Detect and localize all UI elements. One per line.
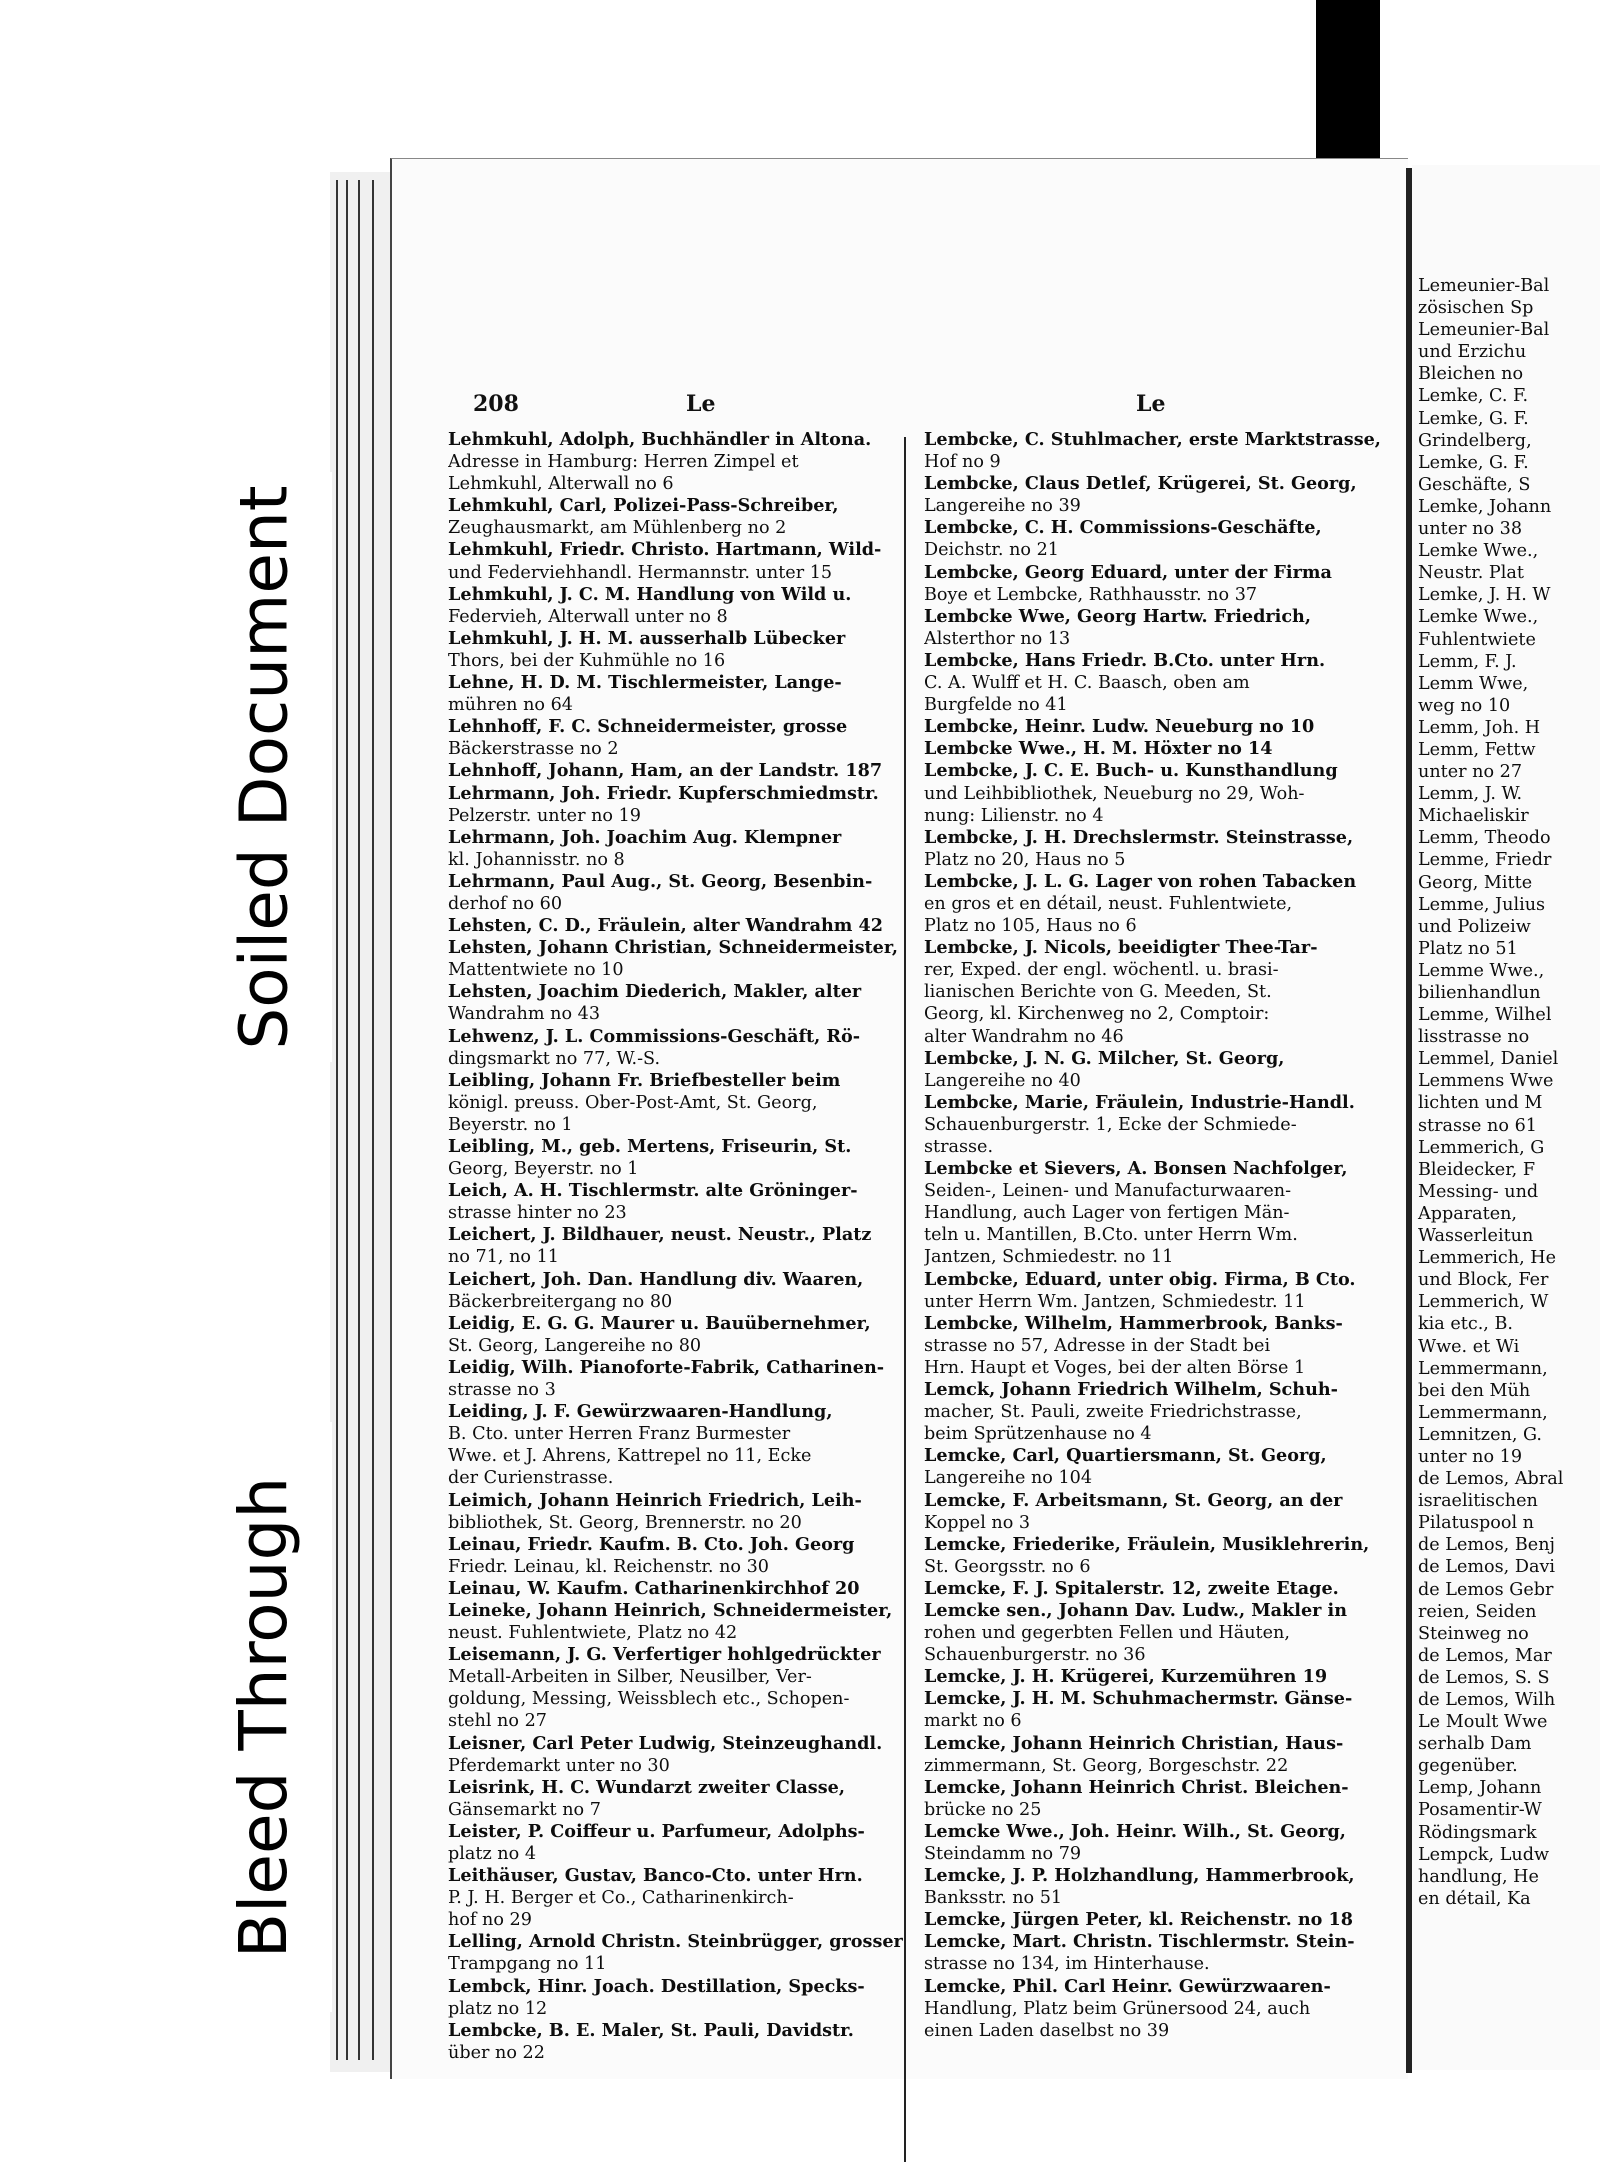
- spine-line: [336, 180, 338, 2060]
- directory-entry-line: Lemm, Theodo: [1418, 828, 1551, 849]
- directory-entry-line: kia etc., B.: [1418, 1314, 1514, 1335]
- directory-entry-line: Lemmerich, W: [1418, 1292, 1549, 1313]
- directory-entry-line: Lehsten, Joachim Diederich, Makler, alter: [448, 981, 862, 1003]
- directory-entry-line: Pelzerstr. unter no 19: [448, 805, 641, 826]
- directory-entry-line: Michaeliskir: [1418, 806, 1529, 827]
- directory-entry-line: teln u. Mantillen, B.Cto. unter Herrn Wm.: [924, 1225, 1298, 1246]
- directory-entry-line: Steindamm no 79: [924, 1844, 1082, 1864]
- directory-entry-line: Hof no 9: [924, 452, 1001, 473]
- directory-entry-line: Lemke, J. H. W: [1418, 585, 1551, 606]
- directory-entry-line: Lehwenz, J. L. Commissions-Geschäft, Rö-: [448, 1025, 861, 1047]
- directory-entry-line: Lemmermann,: [1418, 1358, 1548, 1379]
- directory-entry-line: reien, Seiden: [1418, 1601, 1537, 1622]
- directory-entry-line: Lemcke, Jürgen Peter, kl. Reichenstr. no 18: [924, 1909, 1354, 1931]
- directory-entry-line: St. Georgsstr. no 6: [924, 1556, 1091, 1577]
- directory-entry-line: Lemm, F. J.: [1418, 651, 1517, 672]
- directory-entry-line: platz no 4: [448, 1844, 537, 1864]
- directory-entry-line: Lemme, Wilhel: [1418, 1005, 1552, 1026]
- directory-entry-line: Lemmerich, G: [1418, 1137, 1545, 1158]
- directory-entry-line: Leisrink, H. C. Wundarzt zweiter Classe,: [448, 1776, 845, 1798]
- facing-page-column: [1418, 275, 1563, 1910]
- directory-entry-line: Leinau, Friedr. Kaufm. B. Cto. Joh. Georg: [448, 1533, 855, 1555]
- directory-entry-line: Leisemann, J. G. Verfertiger hohlgedrückter: [448, 1644, 881, 1666]
- directory-entry-line: Alsterthor no 13: [924, 628, 1071, 649]
- directory-entry-line: Schauenburgerstr. no 36: [924, 1645, 1146, 1666]
- directory-entry-line: Wwe. et Wi: [1418, 1336, 1520, 1357]
- directory-entry-line: Bäckerbreitergang no 80: [448, 1291, 673, 1312]
- directory-entry-line: Leidig, Wilh. Pianoforte-Fabrik, Catharinen-: [448, 1356, 885, 1378]
- directory-entry-line: Lembck, Hinr. Joach. Destillation, Specks-: [448, 1975, 865, 1997]
- directory-entry-line: Lembcke, J. C. E. Buch- u. Kunsthandlung: [924, 760, 1338, 782]
- directory-entry-line: Leidig, E. G. G. Maurer u. Bauübernehmer,: [448, 1312, 871, 1334]
- directory-entry-line: Deichstr. no 21: [924, 540, 1059, 561]
- directory-entry-line: Lemcke, F. J. Spitalerstr. 12, zweite Etage.: [924, 1577, 1339, 1599]
- directory-entry-line: Thors, bei der Kuhmühle no 16: [448, 650, 726, 671]
- directory-entry-line: Metall-Arbeiten in Silber, Neusilber, Ver-: [448, 1667, 812, 1688]
- directory-entry-line: Lemcke sen., Johann Dav. Ludw., Makler in: [924, 1599, 1348, 1621]
- directory-entry-line: en gros et en détail, neust. Fuhlentwiete,: [924, 893, 1293, 914]
- directory-entry-line: Lehsten, Johann Christian, Schneidermeister,: [448, 937, 898, 959]
- directory-entry-line: Lembcke, B. E. Maler, St. Pauli, Davidstr.: [448, 2019, 854, 2041]
- directory-entry-line: goldung, Messing, Weissblech etc., Schopen-: [448, 1689, 850, 1710]
- directory-entry-line: weg no 10: [1418, 695, 1511, 716]
- directory-entry-line: en détail, Ka: [1418, 1888, 1531, 1909]
- directory-entry-line: Lempck, Ludw: [1418, 1844, 1550, 1865]
- directory-entry-line: gegenüber.: [1418, 1756, 1518, 1777]
- directory-entry-line: unter no 19: [1418, 1446, 1523, 1467]
- directory-entry-line: Steinweg no: [1418, 1623, 1529, 1644]
- directory-entry-line: Langereihe no 104: [924, 1468, 1093, 1489]
- directory-entry-line: de Lemos, Mar: [1418, 1645, 1552, 1666]
- directory-entry-line: bei den Müh: [1418, 1380, 1531, 1401]
- directory-entry-line: de Lemos Gebr: [1418, 1579, 1554, 1600]
- directory-entry-line: Friedr. Leinau, kl. Reichenstr. no 30: [448, 1556, 769, 1577]
- directory-entry-line: Apparaten,: [1418, 1203, 1518, 1224]
- directory-entry-line: Lehnhoff, F. C. Schneidermeister, grosse: [448, 716, 848, 738]
- directory-entry-line: Lehrmann, Joh. Joachim Aug. Klempner: [448, 826, 842, 848]
- directory-entry-line: mühren no 64: [448, 695, 573, 716]
- directory-entry-line: Lehrmann, Joh. Friedr. Kupferschmiedmstr.: [448, 782, 879, 804]
- directory-entry-line: Pilatuspool n: [1418, 1513, 1535, 1534]
- directory-entry-line: Leisner, Carl Peter Ludwig, Steinzeughandl.: [448, 1732, 883, 1754]
- directory-entry-line: Le Moult Wwe: [1418, 1712, 1548, 1733]
- directory-entry-line: Lehmkuhl, Adolph, Buchhändler in Altona.: [448, 429, 872, 450]
- directory-entry-line: Burgfelde no 41: [924, 695, 1068, 716]
- spine-line: [358, 180, 360, 2060]
- directory-entry-line: Boye et Lembcke, Rathhausstr. no 37: [924, 584, 1258, 605]
- directory-entry-line: Rödingsmark: [1418, 1822, 1537, 1843]
- directory-entry-line: Lehmkuhl, J. C. M. Handlung von Wild u.: [448, 583, 852, 605]
- directory-entry-line: Lehsten, C. D., Fräulein, alter Wandrahm 42: [448, 915, 884, 937]
- directory-entry-line: und Block, Fer: [1418, 1270, 1549, 1291]
- directory-entry-line: Mattentwiete no 10: [448, 960, 624, 981]
- directory-entry-line: strasse no 61: [1418, 1115, 1537, 1136]
- directory-entry-line: Lemmens Wwe: [1418, 1071, 1554, 1092]
- directory-entry-line: Lehmkuhl, J. H. M. ausserhalb Lübecker: [448, 627, 846, 649]
- book-spine-edge: [330, 172, 392, 2072]
- directory-entry-line: Lembcke, Marie, Fräulein, Industrie-Handl.: [924, 1091, 1355, 1113]
- directory-entry-line: Wandrahm no 43: [448, 1004, 601, 1025]
- directory-entry-line: Lembcke, Georg Eduard, unter der Firma: [924, 561, 1332, 583]
- directory-entry-line: no 71, no 11: [448, 1247, 559, 1268]
- directory-entry-line: Lembcke, Claus Detlef, Krügerei, St. Georg,: [924, 473, 1357, 495]
- directory-entry-line: Lemm, J. W.: [1418, 784, 1523, 805]
- directory-entry-line: alter Wandrahm no 46: [924, 1026, 1124, 1047]
- directory-entry-line: de Lemos, Davi: [1418, 1557, 1556, 1578]
- directory-entry-line: dingsmarkt no 77, W.-S.: [448, 1048, 661, 1069]
- directory-entry-line: Lehmkuhl, Alterwall no 6: [448, 474, 674, 495]
- directory-entry-line: Lembcke, Heinr. Ludw. Neueburg no 10: [924, 716, 1315, 738]
- directory-entry-line: und Federviehhandl. Hermannstr. unter 15: [448, 562, 833, 583]
- right-column: [924, 429, 1404, 2042]
- directory-entry-line: Seiden-, Leinen- und Manufacturwaaren-: [924, 1181, 1292, 1202]
- directory-entry-line: und Leihbibliothek, Neueburg no 29, Woh-: [924, 783, 1305, 804]
- directory-entry-line: Koppel no 3: [924, 1512, 1031, 1533]
- directory-entry-line: de Lemos, S. S: [1418, 1667, 1550, 1688]
- directory-entry-line: bibliothek, St. Georg, Brennerstr. no 20: [448, 1512, 802, 1533]
- directory-entry-line: Leimich, Johann Heinrich Friedrich, Leih-: [448, 1489, 862, 1511]
- directory-entry-line: Lembcke, Wilhelm, Hammerbrook, Banks-: [924, 1312, 1343, 1334]
- directory-entry-line: Banksstr. no 51: [924, 1888, 1063, 1909]
- directory-entry-line: zimmermann, St. Georg, Borgeschstr. 22: [924, 1755, 1289, 1776]
- directory-entry-line: strasse no 57, Adresse in der Stadt bei: [924, 1335, 1271, 1356]
- directory-entry-line: Lembcke, J. H. Drechslermstr. Steinstrasse,: [924, 826, 1354, 848]
- directory-entry-line: Georg, kl. Kirchenweg no 2, Comptoir:: [924, 1004, 1270, 1025]
- directory-entry-line: Platz no 105, Haus no 6: [924, 916, 1137, 937]
- directory-entry-line: Bleidecker, F: [1418, 1159, 1536, 1180]
- directory-entry-line: beim Sprützenhause no 4: [924, 1424, 1152, 1445]
- directory-entry-line: Handlung, auch Lager von fertigen Män-: [924, 1203, 1290, 1224]
- directory-entry-line: Federvieh, Alterwall unter no 8: [448, 606, 728, 627]
- directory-entry-line: neust. Fuhlentwiete, Platz no 42: [448, 1623, 738, 1644]
- directory-entry-line: handlung, He: [1418, 1866, 1539, 1887]
- directory-entry-line: Adresse in Hamburg: Herren Zimpel et: [448, 452, 799, 473]
- directory-entry-line: Lemke Wwe.,: [1418, 541, 1539, 562]
- directory-entry-line: Leineke, Johann Heinrich, Schneidermeister,: [448, 1599, 893, 1621]
- directory-entry-line: platz no 12: [448, 1998, 548, 2019]
- directory-entry-line: Lembcke Wwe, Georg Hartw. Friedrich,: [924, 605, 1311, 627]
- directory-entry-line: unter no 27: [1418, 762, 1523, 783]
- directory-entry-line: Jantzen, Schmiedestr. no 11: [924, 1247, 1174, 1268]
- directory-entry-line: zösischen Sp: [1418, 298, 1534, 319]
- tag-bleed-through: [196, 1422, 332, 2012]
- directory-entry-line: Platz no 51: [1418, 938, 1518, 959]
- directory-entry-line: Neustr. Plat: [1418, 563, 1524, 584]
- directory-entry-line: israelitischen: [1418, 1491, 1538, 1512]
- directory-entry-line: Leibling, Johann Fr. Briefbesteller beim: [448, 1069, 841, 1091]
- directory-entry-line: und Erzichu: [1418, 342, 1527, 363]
- directory-entry-line: Lehmkuhl, Friedr. Christo. Hartmann, Wild-: [448, 539, 882, 561]
- directory-entry-line: de Lemos, Wilh: [1418, 1690, 1556, 1710]
- directory-entry-line: Lemnitzen, G.: [1418, 1424, 1543, 1445]
- directory-entry-line: brücke no 25: [924, 1799, 1042, 1820]
- directory-entry-line: kl. Johannisstr. no 8: [448, 849, 625, 870]
- directory-entry-line: Schauenburgerstr. 1, Ecke der Schmiede-: [924, 1114, 1297, 1135]
- directory-entry-line: Lemke, G. F.: [1418, 408, 1529, 429]
- directory-entry-line: macher, St. Pauli, zweite Friedrichstrasse,: [924, 1402, 1302, 1423]
- directory-entry-line: Lembcke Wwe., H. M. Höxter no 14: [924, 738, 1273, 760]
- directory-entry-line: strasse no 3: [448, 1380, 556, 1401]
- directory-entry-line: Lemke, C. F.: [1418, 386, 1529, 407]
- directory-entry-line: Fuhlentwiete: [1418, 629, 1536, 650]
- directory-entry-line: Lemcke, J. P. Holzhandlung, Hammerbrook,: [924, 1865, 1355, 1887]
- directory-entry-line: P. J. H. Berger et Co., Catharinenkirch-: [448, 1888, 794, 1909]
- directory-entry-line: Lemeunier-Bal: [1418, 320, 1550, 341]
- directory-entry-line: Lehmkuhl, Carl, Polizei-Pass-Schreiber,: [448, 495, 839, 517]
- directory-entry-line: Platz no 20, Haus no 5: [924, 849, 1126, 870]
- directory-entry-line: Lemke Wwe.,: [1418, 607, 1539, 628]
- directory-entry-line: Langereihe no 39: [924, 496, 1081, 517]
- directory-entry-line: Leichert, Joh. Dan. Handlung div. Waaren,: [448, 1268, 864, 1290]
- column-rule: [904, 437, 906, 2162]
- directory-entry-line: Lemmerich, He: [1418, 1248, 1557, 1269]
- directory-entry-line: Lembcke, Eduard, unter obig. Firma, B Cto.: [924, 1268, 1356, 1290]
- directory-entry-line: Zeughausmarkt, am Mühlenberg no 2: [448, 518, 787, 539]
- right-running-head: Le: [1136, 391, 1166, 417]
- tag-bleed-through-label: Bleed Through: [225, 1476, 303, 1958]
- directory-entry-line: Trampgang no 11: [448, 1954, 607, 1975]
- directory-entry-line: de Lemos, Abral: [1418, 1469, 1564, 1490]
- directory-entry-line: Beyerstr. no 1: [448, 1114, 573, 1135]
- directory-entry-line: Leister, P. Coiffeur u. Parfumeur, Adolphs-: [448, 1820, 865, 1842]
- directory-entry-line: Bäckerstrasse no 2: [448, 739, 619, 760]
- directory-entry-line: und Polizeiw: [1418, 916, 1531, 937]
- directory-entry-line: Lemp, Johann: [1418, 1778, 1542, 1799]
- directory-entry-line: Lembcke, J. Nicols, beeidigter Thee-Tar-: [924, 937, 1318, 959]
- directory-entry-line: Lembcke et Sievers, A. Bonsen Nachfolger,: [924, 1158, 1348, 1180]
- directory-entry-line: strasse hinter no 23: [448, 1203, 627, 1224]
- directory-entry-line: Leich, A. H. Tischlermstr. alte Gröninger-: [448, 1180, 858, 1202]
- directory-entry-line: Bleichen no: [1418, 364, 1524, 385]
- black-tab-marker: [1316, 0, 1380, 170]
- directory-entry-line: Pferdemarkt unter no 30: [448, 1755, 670, 1776]
- directory-entry-line: Wwe. et J. Ahrens, Kattrepel no 11, Ecke: [448, 1446, 812, 1467]
- directory-entry-line: bilienhandlun: [1418, 983, 1541, 1003]
- left-column: [448, 429, 968, 2064]
- directory-entry-line: Lemm, Joh. H: [1418, 717, 1541, 738]
- directory-entry-line: Lemmel, Daniel: [1418, 1049, 1559, 1070]
- directory-entry-line: Lemcke, Mart. Christn. Tischlermstr. Stein-: [924, 1931, 1355, 1953]
- directory-entry-line: Lemcke, Phil. Carl Heinr. Gewürzwaaren-: [924, 1975, 1331, 1997]
- directory-entry-line: Lemcke, J. H. M. Schuhmachermstr. Gänse-: [924, 1688, 1353, 1710]
- directory-entry-line: Geschäfte, S: [1418, 474, 1531, 495]
- directory-entry-line: Lemme, Friedr: [1418, 850, 1552, 871]
- directory-entry-line: C. A. Wulff et H. C. Baasch, oben am: [924, 673, 1250, 694]
- directory-entry-line: Lehnhoff, Johann, Ham, an der Landstr. 187: [448, 760, 883, 782]
- directory-entry-line: Lemm, Fettw: [1418, 739, 1536, 760]
- directory-entry-line: königl. preuss. Ober-Post-Amt, St. Georg,: [448, 1092, 818, 1113]
- directory-entry-line: einen Laden daselbst no 39: [924, 2020, 1170, 2041]
- spine-line: [372, 180, 374, 2060]
- directory-entry-line: Lembcke, J. L. G. Lager von rohen Tabacken: [924, 870, 1357, 892]
- directory-entry-line: Lembcke, C. H. Commissions-Geschäfte,: [924, 517, 1322, 539]
- directory-entry-line: hof no 29: [448, 1910, 532, 1931]
- directory-entry-line: markt no 6: [924, 1711, 1022, 1732]
- directory-entry-line: Lemme Wwe.,: [1418, 960, 1545, 981]
- directory-entry-line: Lemmermann,: [1418, 1402, 1548, 1423]
- directory-entry-line: Lelling, Arnold Christn. Steinbrügger, grosser: [448, 1931, 903, 1953]
- directory-page: [390, 158, 1408, 2079]
- spine-line: [346, 180, 348, 2060]
- directory-entry-line: Hrn. Haupt et Voges, bei der alten Börse 1: [924, 1357, 1306, 1378]
- directory-entry-line: Lemcke, Johann Heinrich Christ. Bleichen-: [924, 1776, 1349, 1798]
- directory-entry-line: lisstrasse no: [1418, 1027, 1530, 1048]
- directory-entry-line: strasse.: [924, 1137, 994, 1157]
- directory-entry-line: Posamentir-W: [1418, 1800, 1542, 1821]
- directory-entry-line: unter Herrn Wm. Jantzen, Schmiedestr. 11: [924, 1291, 1306, 1312]
- directory-entry-line: rohen und gegerbten Fellen und Häuten,: [924, 1623, 1290, 1644]
- directory-entry-line: Lemcke, Johann Heinrich Christian, Haus-: [924, 1732, 1344, 1754]
- directory-entry-line: Lemke, G. F.: [1418, 452, 1529, 473]
- directory-entry-line: Lemcke, Carl, Quartiersmann, St. Georg,: [924, 1445, 1327, 1467]
- directory-entry-line: Georg, Mitte: [1418, 872, 1533, 893]
- directory-entry-line: unter no 38: [1418, 519, 1523, 540]
- directory-entry-line: Langereihe no 40: [924, 1070, 1081, 1091]
- directory-entry-line: serhalb Dam: [1418, 1734, 1532, 1755]
- directory-entry-line: Lemke, Johann: [1418, 496, 1552, 517]
- directory-entry-line: B. Cto. unter Herren Franz Burmester: [448, 1424, 791, 1445]
- tag-soiled-document-label: Soiled Document: [225, 484, 303, 1050]
- directory-entry-line: Handlung, Platz beim Grünersood 24, auch: [924, 1998, 1311, 2019]
- directory-entry-line: de Lemos, Benj: [1418, 1535, 1555, 1556]
- directory-entry-line: Lemme, Julius: [1418, 894, 1546, 915]
- directory-entry-line: Lemcke, Friederike, Fräulein, Musiklehrerin,: [924, 1533, 1370, 1555]
- left-running-head: Le: [686, 391, 716, 417]
- directory-entry-line: stehl no 27: [448, 1711, 547, 1732]
- page-number: 208: [473, 391, 519, 417]
- directory-entry-line: über no 22: [448, 2042, 545, 2063]
- directory-entry-line: Lehne, H. D. M. Tischlermeister, Lange-: [448, 672, 842, 694]
- directory-entry-line: Georg, Beyerstr. no 1: [448, 1159, 639, 1180]
- directory-entry-line: Lembcke, C. Stuhlmacher, erste Marktstrasse,: [924, 429, 1381, 450]
- directory-entry-line: Lemcke, F. Arbeitsmann, St. Georg, an der: [924, 1489, 1343, 1511]
- directory-entry-line: Leinau, W. Kaufm. Catharinenkirchhof 20: [448, 1577, 860, 1599]
- directory-entry-line: strasse no 134, im Hinterhause.: [924, 1954, 1210, 1975]
- directory-entry-line: St. Georg, Langereihe no 80: [448, 1335, 702, 1356]
- directory-entry-line: Wasserleitun: [1418, 1226, 1534, 1247]
- directory-entry-line: Lembcke, J. N. G. Milcher, St. Georg,: [924, 1047, 1285, 1069]
- directory-entry-line: nung: Lilienstr. no 4: [924, 805, 1104, 826]
- directory-entry-line: Leichert, J. Bildhauer, neust. Neustr., Platz: [448, 1224, 872, 1246]
- directory-entry-line: lianischen Berichte von G. Meeden, St.: [924, 982, 1272, 1003]
- directory-entry-line: Lemcke Wwe., Joh. Heinr. Wilh., St. Georg,: [924, 1820, 1346, 1842]
- directory-entry-line: der Curienstrasse.: [448, 1468, 614, 1489]
- directory-entry-line: Lemeunier-Bal: [1418, 276, 1550, 296]
- directory-entry-line: Leiding, J. F. Gewürzwaaren-Handlung,: [448, 1401, 833, 1423]
- directory-entry-line: lichten und M: [1418, 1093, 1543, 1114]
- directory-entry-line: Lehrmann, Paul Aug., St. Georg, Besenbin-: [448, 870, 873, 892]
- directory-entry-line: Lemm Wwe,: [1418, 673, 1529, 694]
- facing-page: [1412, 165, 1600, 2070]
- directory-entry-line: Leibling, M., geb. Mertens, Friseurin, St.: [448, 1136, 852, 1157]
- directory-entry-line: Grindelberg,: [1418, 430, 1532, 451]
- directory-entry-line: Lemck, Johann Friedrich Wilhelm, Schuh-: [924, 1379, 1338, 1401]
- directory-entry-line: Leithäuser, Gustav, Banco-Cto. unter Hrn.: [448, 1865, 863, 1887]
- directory-entry-line: rer, Exped. der engl. wöchentl. u. brasi-: [924, 960, 1279, 981]
- directory-entry-line: Lembcke, Hans Friedr. B.Cto. unter Hrn.: [924, 649, 1326, 671]
- directory-entry-line: derhof no 60: [448, 893, 563, 914]
- directory-entry-line: Messing- und: [1418, 1181, 1539, 1202]
- tag-soiled-document: [196, 472, 332, 1062]
- directory-entry-line: Gänsemarkt no 7: [448, 1799, 601, 1820]
- directory-entry-line: Lemcke, J. H. Krügerei, Kurzemühren 19: [924, 1666, 1328, 1688]
